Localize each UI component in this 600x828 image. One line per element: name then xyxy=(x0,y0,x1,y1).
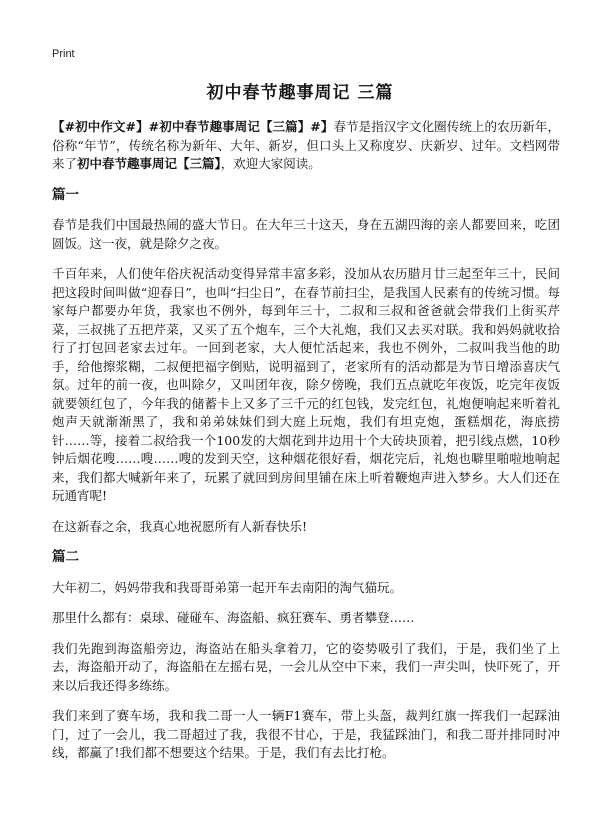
intro-body: 春节是指汉字文化圈传统上的农历新年，俗称“年节”，传统名称为新年、大年、新岁，但口头上又称度岁、庆新岁、过年。文档网带来了 xyxy=(52,119,560,171)
paragraph: 大年初二，妈妈带我和我哥哥弟第一起开车去南阳的淘气猫玩。 xyxy=(52,579,403,595)
paragraph: 千百年来，人们使年俗庆祝活动变得异常丰富多彩，没加从农历腊月廿三起至年三十，民间把这段时间叫做“迎春日”，也叫“扫尘日”，在春节前扫尘，是我国人民素有的传统习惯。每家每户都要办年货，我家也不例外，每到年三十，二叔和三叔和爸爸就会带我们上街买芹菜，三叔挑了五把芹菜，又买了五个炮车，三个大礼炮，我们又去买对联。我和妈妈就收拾行了打包回老家去过年。一回到老家，大人便忙活起来，我也不例外，二叔叫我当他的助手，给他擦浆糊，二叔便把福字倒贴，说明福到了，老家所有的活动都是为节日增添喜庆气氛。过年的前一夜，也叫除夕，又叫团年夜，除夕傍晚，我们五点就吃年夜饭，吃完年夜饭就要领红包了，今年我的储蓄卡上又多了三千元的红包钱，发完红包，礼炮便响起来听着礼炮声天就渐渐黑了，我和弟弟妹妹们到大庭上玩炮，我们有坦克炮，蛋糕烟花，海底捞针……等，接着二叔给我一个100发的大烟花到井边用十个大砖块顶着，把引线点燃，10秒钟后烟花嗖……嗖……嗖的发到天空，这种烟花很好看，烟花完后，礼炮也噼里啪啦地响起来，我们都大喊新年来了，玩累了就回到房间里铺在床上听着鞭炮声进入梦乡。大人们还在玩通宵呢! xyxy=(52,266,560,503)
section-heading: 篇二 xyxy=(52,549,79,565)
document-title: 初中春节趣事周记 三篇 xyxy=(206,83,394,103)
paragraph: 那里什么都有：桌球、碰碰车、海盗船、疯狂赛车、勇者攀登…… xyxy=(52,610,415,625)
intro-tag: 【#初中作文#】 xyxy=(52,119,149,134)
paragraph: 我们先跑到海盗船旁边，海盗站在船头拿着刀，它的姿势吸引了我们，于是，我们坐了上去，海盗船开动了，海盗船在左摇右晃，一会儿从空中下来，我们一声尖叫，快吓死了，开来以后我还得多练练。 xyxy=(52,640,560,693)
intro-paragraph xyxy=(52,118,560,174)
paragraph: 在这新春之余，我真心地祝愿所有人新春快乐! xyxy=(52,518,308,534)
intro-tail: ，欢迎大家阅读。 xyxy=(220,156,321,171)
paragraph: 春节是我们中国最热闹的盛大节日。在大年三十这天，身在五湖四海的亲人都要回来，吃团圆饭。这一夜，就是除夕之夜。 xyxy=(52,217,560,251)
section-heading: 篇一 xyxy=(52,186,79,203)
intro-bold-ref: 初中春节趣事周记【三篇】 xyxy=(77,156,221,171)
intro-title-ref: #初中春节趣事周记【三篇】#】 xyxy=(148,119,334,134)
document-body xyxy=(52,118,560,775)
print-label: Print xyxy=(52,48,75,60)
paragraph: 我们来到了赛车场，我和我二哥一人一辆F1赛车，带上头盔，裁判红旗一挥我们一起踩油门，过了一会儿，我二哥超过了我，我很不甘心，于是，我猛踩油门，和我二哥并排同时冲线，都赢了!我们都不想要这个结果。于是，我们有去比打枪。 xyxy=(52,708,560,760)
